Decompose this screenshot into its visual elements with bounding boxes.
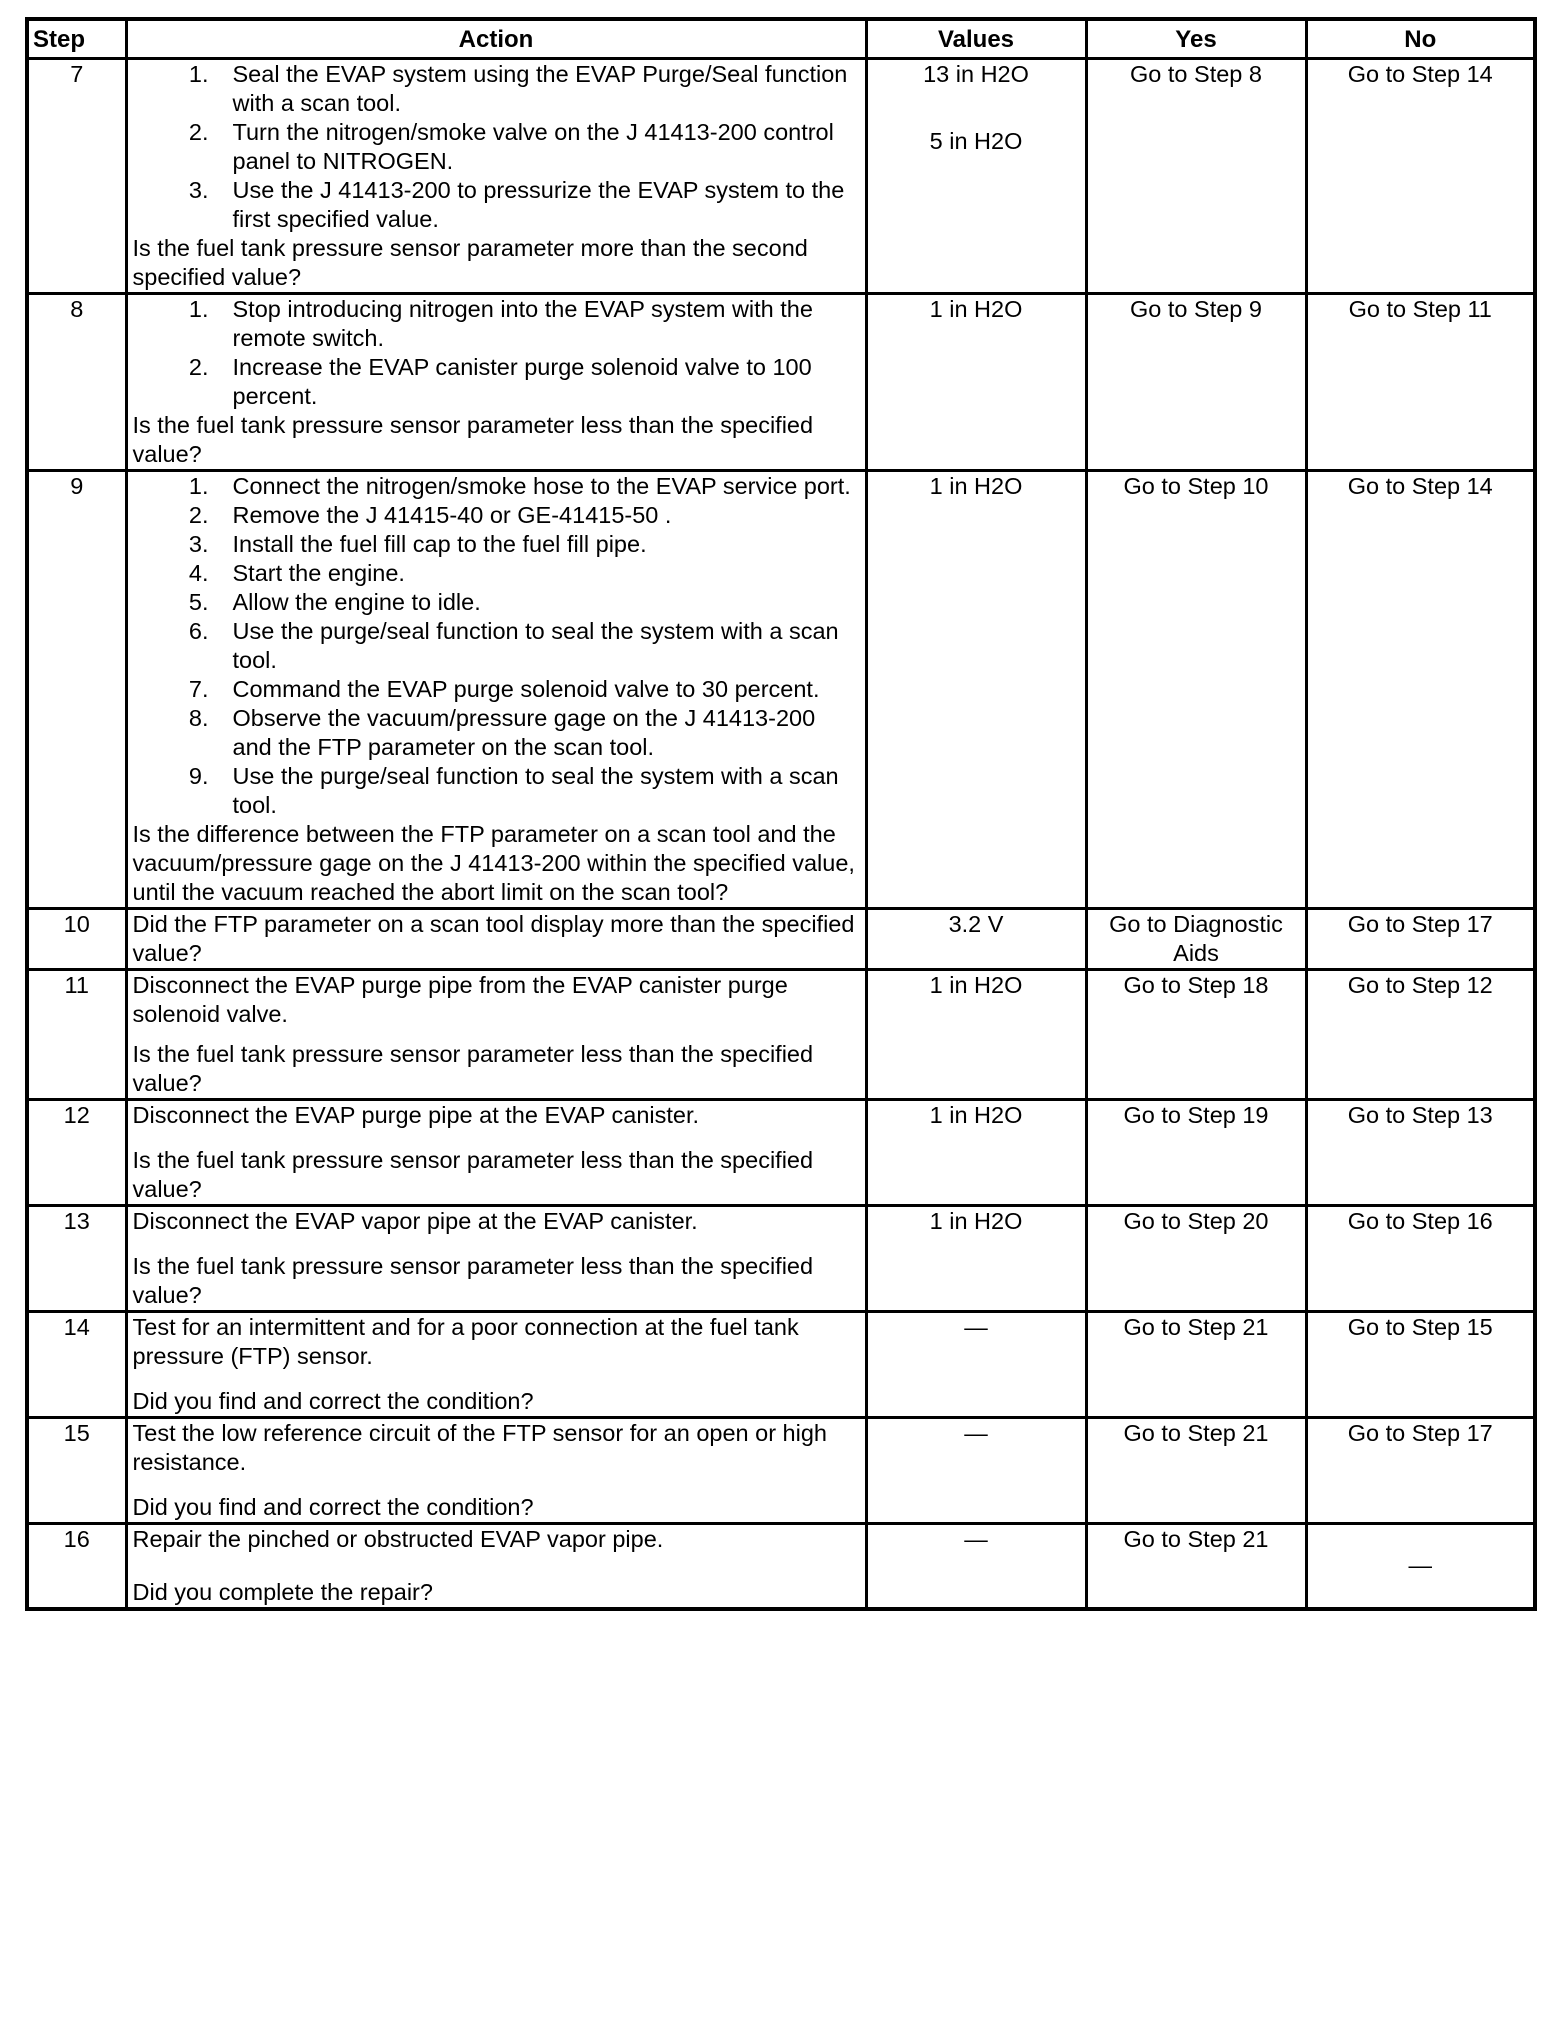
no-cell: Go to Step 17 (1306, 1418, 1535, 1524)
table-row (27, 59, 1535, 294)
substep-number: 1. (188, 296, 209, 322)
step-number: 10 (27, 909, 126, 970)
action-lead: Test the low reference circuit of the FTP sensor for an open or high resistance. (132, 1420, 827, 1475)
action-content (133, 1101, 860, 1204)
values-cell (866, 909, 1086, 970)
values-stack (873, 472, 1080, 501)
table-row (27, 1418, 1535, 1524)
substep-text: Turn the nitrogen/smoke valve on the J 41413-200 control panel to NITROGEN. (232, 119, 834, 174)
values-stack (873, 1207, 1080, 1236)
step-number: 15 (27, 1418, 126, 1524)
action-content (133, 60, 860, 292)
substep-number: 8. (188, 705, 209, 731)
substep-list (133, 60, 860, 234)
substep-item (183, 353, 860, 411)
action-instructions (133, 1419, 860, 1477)
step-number: 7 (27, 59, 126, 294)
action-question: Is the fuel tank pressure sensor parameter less than the specified value? (132, 1041, 814, 1096)
values-cell (866, 1100, 1086, 1206)
substep-text: Use the J 41413-200 to pressurize the EVAP system to the first specified value. (232, 177, 845, 232)
table-row (27, 1206, 1535, 1312)
action-lead: Disconnect the EVAP purge pipe at the EVAP canister. (132, 1102, 700, 1128)
step-number: 11 (27, 970, 126, 1100)
action-question: Is the difference between the FTP parameter on a scan tool and the vacuum/pressure gage on the J 41413-200 within the specified value, until the vacuum reached the abort limit on the scan tool? (132, 821, 855, 905)
values-stack (873, 60, 1080, 156)
yes-cell: Go to Step 9 (1086, 294, 1306, 471)
action-question: Did you complete the repair? (132, 1578, 433, 1605)
table-row (27, 970, 1535, 1100)
substep-text: Observe the vacuum/pressure gage on the J 41413-200 and the FTP parameter on the scan tool. (232, 705, 816, 760)
action-instructions (133, 971, 860, 1029)
substep-item (183, 118, 860, 176)
value-text: 1 in H2O (929, 473, 1023, 499)
substep-number: 9. (188, 763, 209, 789)
value-text: 1 in H2O (929, 1208, 1023, 1234)
action-content (133, 1313, 860, 1416)
substep-number: 3. (188, 177, 209, 203)
no-cell: Go to Step 17 (1306, 909, 1535, 970)
header-no: No (1306, 19, 1535, 59)
value-text: 1 in H2O (929, 972, 1023, 998)
substep-item (183, 675, 860, 704)
action-question: Is the fuel tank pressure sensor parameter less than the specified value? (132, 1147, 814, 1202)
table-row (27, 909, 1535, 970)
no-cell: — (1306, 1524, 1535, 1609)
action-content (133, 295, 860, 469)
action-cell (126, 970, 866, 1100)
substep-text: Use the purge/seal function to seal the system with a scan tool. (232, 618, 839, 673)
yes-cell: Go to Step 8 (1086, 59, 1306, 294)
substep-number: 2. (188, 502, 209, 528)
substep-item (183, 559, 860, 588)
substep-number: 7. (188, 676, 209, 702)
substep-text: Remove the J 41415-40 or GE-41415-50 . (232, 502, 672, 528)
action-lead: Disconnect the EVAP vapor pipe at the EVAP canister. (132, 1208, 698, 1234)
substep-list (133, 472, 860, 820)
substep-number: 2. (188, 119, 209, 145)
header-values: Values (866, 19, 1086, 59)
table-row (27, 294, 1535, 471)
action-instructions (133, 295, 860, 411)
value-text: 1 in H2O (929, 1102, 1023, 1128)
action-instructions (133, 1207, 860, 1236)
action-question: Is the fuel tank pressure sensor parameter more than the second specified value? (132, 235, 808, 290)
table-row (27, 471, 1535, 909)
substep-item (183, 60, 860, 118)
substep-number: 6. (188, 618, 209, 644)
no-cell: Go to Step 14 (1306, 59, 1535, 294)
value-text: 3.2 V (948, 911, 1004, 937)
yes-cell: Go to Step 21 (1086, 1418, 1306, 1524)
values-cell (866, 471, 1086, 909)
action-cell (126, 1418, 866, 1524)
no-cell: Go to Step 14 (1306, 471, 1535, 909)
action-cell (126, 294, 866, 471)
table-row (27, 1312, 1535, 1418)
values-cell (866, 1524, 1086, 1609)
step-number: 12 (27, 1100, 126, 1206)
table-row (27, 1100, 1535, 1206)
action-content (133, 1419, 860, 1522)
substep-number: 3. (188, 531, 209, 557)
header-action: Action (126, 19, 866, 59)
substep-item (183, 176, 860, 234)
action-cell (126, 1100, 866, 1206)
values-stack (873, 1525, 1080, 1554)
yes-cell: Go to Step 21 (1086, 1312, 1306, 1418)
value-text: — (964, 1314, 988, 1340)
substep-number: 1. (188, 61, 209, 87)
substep-text: Connect the nitrogen/smoke hose to the EVAP service port. (232, 473, 851, 499)
step-number: 13 (27, 1206, 126, 1312)
step-number: 16 (27, 1524, 126, 1609)
substep-item (183, 295, 860, 353)
yes-cell: Go to Step 10 (1086, 471, 1306, 909)
no-cell: Go to Step 13 (1306, 1100, 1535, 1206)
value-text: 5 in H2O (929, 128, 1023, 154)
action-cell (126, 1524, 866, 1609)
values-cell (866, 1206, 1086, 1312)
value-text: — (964, 1420, 988, 1446)
action-cell (126, 909, 866, 970)
action-question: Is the fuel tank pressure sensor parameter less than the specified value? (132, 1253, 814, 1308)
substep-text: Install the fuel fill cap to the fuel fill pipe. (232, 531, 647, 557)
values-cell (866, 59, 1086, 294)
substep-text: Start the engine. (232, 560, 405, 586)
values-stack (873, 910, 1080, 939)
values-cell (866, 1418, 1086, 1524)
values-stack (873, 1313, 1080, 1342)
action-instructions (133, 1313, 860, 1371)
action-lead: Disconnect the EVAP purge pipe from the EVAP canister purge solenoid valve. (132, 972, 788, 1027)
values-cell (866, 1312, 1086, 1418)
action-instructions (133, 60, 860, 234)
substep-number: 2. (188, 354, 209, 380)
value-text: 1 in H2O (929, 296, 1023, 322)
action-content (133, 910, 860, 968)
step-number: 9 (27, 471, 126, 909)
substep-text: Allow the engine to idle. (232, 589, 481, 615)
substep-number: 1. (188, 473, 209, 499)
substep-list (133, 295, 860, 411)
substep-item (183, 501, 860, 530)
table-header-row (27, 19, 1535, 59)
values-stack (873, 1419, 1080, 1448)
value-text: — (964, 1526, 988, 1552)
substep-text: Command the EVAP purge solenoid valve to 30 percent. (232, 676, 820, 702)
table-body (27, 59, 1535, 1609)
action-question: Is the fuel tank pressure sensor parameter less than the specified value? (132, 412, 814, 467)
action-lead: Test for an intermittent and for a poor connection at the fuel tank pressure (FTP) sensor. (132, 1314, 799, 1369)
action-lead: Repair the pinched or obstructed EVAP vapor pipe. (132, 1526, 664, 1552)
action-content (133, 472, 860, 907)
substep-item (183, 704, 860, 762)
action-question: Did you find and correct the condition? (132, 1388, 534, 1414)
substep-text: Seal the EVAP system using the EVAP Purge/Seal function with a scan tool. (232, 61, 848, 116)
yes-cell: Go to Step 19 (1086, 1100, 1306, 1206)
substep-text: Stop introducing nitrogen into the EVAP system with the remote switch. (232, 296, 813, 351)
header-yes: Yes (1086, 19, 1306, 59)
substep-item (183, 762, 860, 820)
substep-text: Increase the EVAP canister purge solenoid valve to 100 percent. (232, 354, 812, 409)
action-instructions (133, 1525, 860, 1554)
action-content (133, 1525, 860, 1607)
action-instructions (133, 1101, 860, 1130)
substep-item (183, 588, 860, 617)
values-stack (873, 295, 1080, 324)
substep-text: Use the purge/seal function to seal the system with a scan tool. (232, 763, 839, 818)
substep-item (183, 617, 860, 675)
action-content (133, 971, 860, 1098)
no-cell: Go to Step 12 (1306, 970, 1535, 1100)
values-stack (873, 1101, 1080, 1130)
yes-cell: Go to Step 18 (1086, 970, 1306, 1100)
step-number: 14 (27, 1312, 126, 1418)
no-cell: Go to Step 11 (1306, 294, 1535, 471)
substep-item (183, 530, 860, 559)
header-step: Step (27, 19, 126, 59)
action-content (133, 1207, 860, 1310)
action-cell (126, 1206, 866, 1312)
values-cell (866, 294, 1086, 471)
step-number: 8 (27, 294, 126, 471)
yes-cell: Go to Diagnostic Aids (1086, 909, 1306, 970)
substep-number: 5. (188, 589, 209, 615)
action-cell (126, 59, 866, 294)
action-instructions (133, 472, 860, 820)
substep-item (183, 472, 860, 501)
action-question: Did the FTP parameter on a scan tool display more than the specified value? (132, 911, 855, 966)
action-cell (126, 1312, 866, 1418)
no-cell: Go to Step 16 (1306, 1206, 1535, 1312)
table-row (27, 1524, 1535, 1609)
value-text: 13 in H2O (923, 61, 1029, 87)
yes-cell: Go to Step 21 (1086, 1524, 1306, 1609)
action-question: Did you find and correct the condition? (132, 1494, 534, 1520)
values-stack (873, 971, 1080, 1000)
diagnostic-table (25, 17, 1537, 1611)
values-cell (866, 970, 1086, 1100)
action-cell (126, 471, 866, 909)
substep-number: 4. (188, 560, 209, 586)
yes-cell: Go to Step 20 (1086, 1206, 1306, 1312)
no-cell: Go to Step 15 (1306, 1312, 1535, 1418)
